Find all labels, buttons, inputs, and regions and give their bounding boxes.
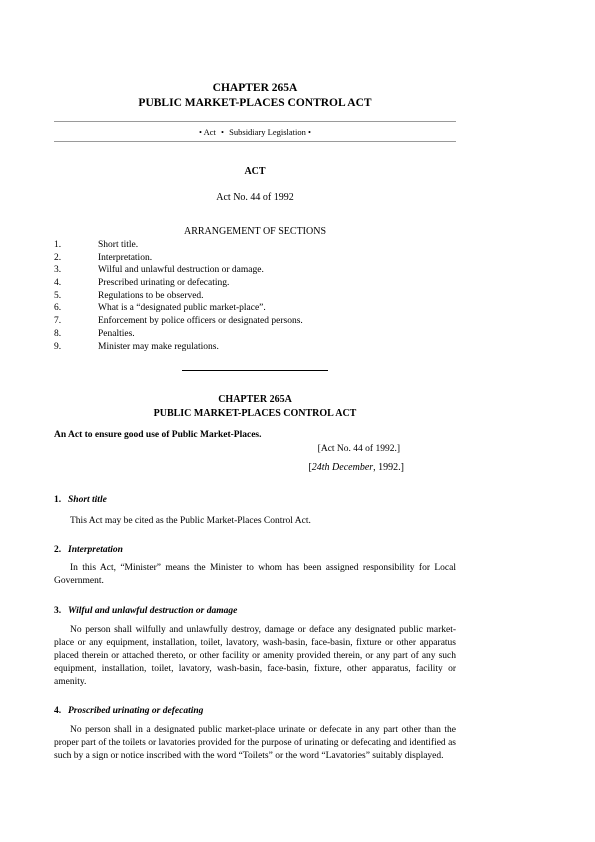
nav-subsidiary-legislation-link[interactable]: Subsidiary Legislation bbox=[229, 127, 306, 137]
table-of-sections bbox=[54, 239, 456, 353]
nav-act-link[interactable]: Act bbox=[203, 127, 216, 137]
long-title: An Act to ensure good use of Public Market-Places. bbox=[54, 430, 262, 440]
section-text: This Act may be cited as the Public Market-Places Control Act. bbox=[70, 516, 311, 526]
bottom-rule bbox=[54, 141, 456, 142]
toc-item[interactable]: 9. Minister may make regulations. bbox=[54, 341, 219, 352]
body-header bbox=[54, 393, 456, 421]
section-text: No person shall in a designated public market-place urinate or defecate in any part other than the proper part of the toilets or lavatories provided for the purpose of urinating or defecating and identified as such by a sign or notice inscribed with the word “Toilets” or the word “Lavatories” suitably displayed. bbox=[54, 725, 456, 761]
commencement-date: [24th December, 1992.] bbox=[308, 462, 404, 473]
act-title: PUBLIC MARKET-PLACES CONTROL ACT bbox=[138, 97, 372, 109]
nav-bullet: • bbox=[199, 127, 202, 137]
toc-item[interactable]: 4. Prescribed urinating or defecating. bbox=[54, 278, 230, 289]
act-number: Act No. 44 of 1992 bbox=[216, 192, 294, 203]
section-heading: 4. Proscribed urinating or defecating bbox=[54, 706, 204, 716]
nav-bullet: • bbox=[308, 127, 311, 137]
section-text: In this Act, “Minister” means the Minister to whom has been assigned responsibility for Local Government. bbox=[54, 563, 456, 586]
chapter-number: CHAPTER 265A bbox=[212, 82, 298, 94]
toc-item[interactable]: 3. Wilful and unlawful destruction or damage. bbox=[54, 265, 264, 276]
toc-item[interactable]: 1. Short title. bbox=[54, 240, 139, 250]
toc-item[interactable]: 8. Penalties. bbox=[54, 328, 135, 339]
section-divider bbox=[182, 370, 328, 371]
top-rule bbox=[54, 121, 456, 122]
toc-item[interactable]: 2. Interpretation. bbox=[54, 252, 153, 263]
toc-item[interactable]: 5. Regulations to be observed. bbox=[54, 290, 204, 301]
nav-bullet: • bbox=[221, 127, 225, 137]
section-heading: 1. Short title bbox=[54, 495, 107, 505]
arrangement-heading: ARRANGEMENT OF SECTIONS bbox=[183, 226, 327, 237]
act-reference: [Act No. 44 of 1992.] bbox=[317, 444, 400, 454]
toc-item[interactable]: 6. What is a “designated public market-place”. bbox=[54, 303, 266, 314]
act-heading: ACT bbox=[244, 166, 266, 177]
section-heading: 2. Interpretation bbox=[54, 545, 123, 555]
section-text: No person shall wilfully and unlawfully destroy, damage or deface any designated public market-place or any equipment, installation, toilet, lavatory, wash-basin, face-basin, fixture or other apparatus placed therein or attached thereto, or other facility or amenity provided therein, or any part of any such equipment, installation, toilet, lavatory, wash-basin, face-basin, fixture, other apparatus, facility or amenity. bbox=[54, 625, 456, 687]
body-act-title: PUBLIC MARKET-PLACES CONTROL ACT bbox=[153, 408, 357, 419]
section-heading: 3. Wilful and unlawful destruction or damage bbox=[54, 606, 238, 616]
document-nav bbox=[54, 127, 456, 137]
document-header bbox=[54, 81, 456, 111]
document-page bbox=[54, 0, 456, 842]
toc-item[interactable]: 7. Enforcement by police officers or designated persons. bbox=[54, 316, 303, 327]
body-chapter-number: CHAPTER 265A bbox=[218, 394, 292, 405]
